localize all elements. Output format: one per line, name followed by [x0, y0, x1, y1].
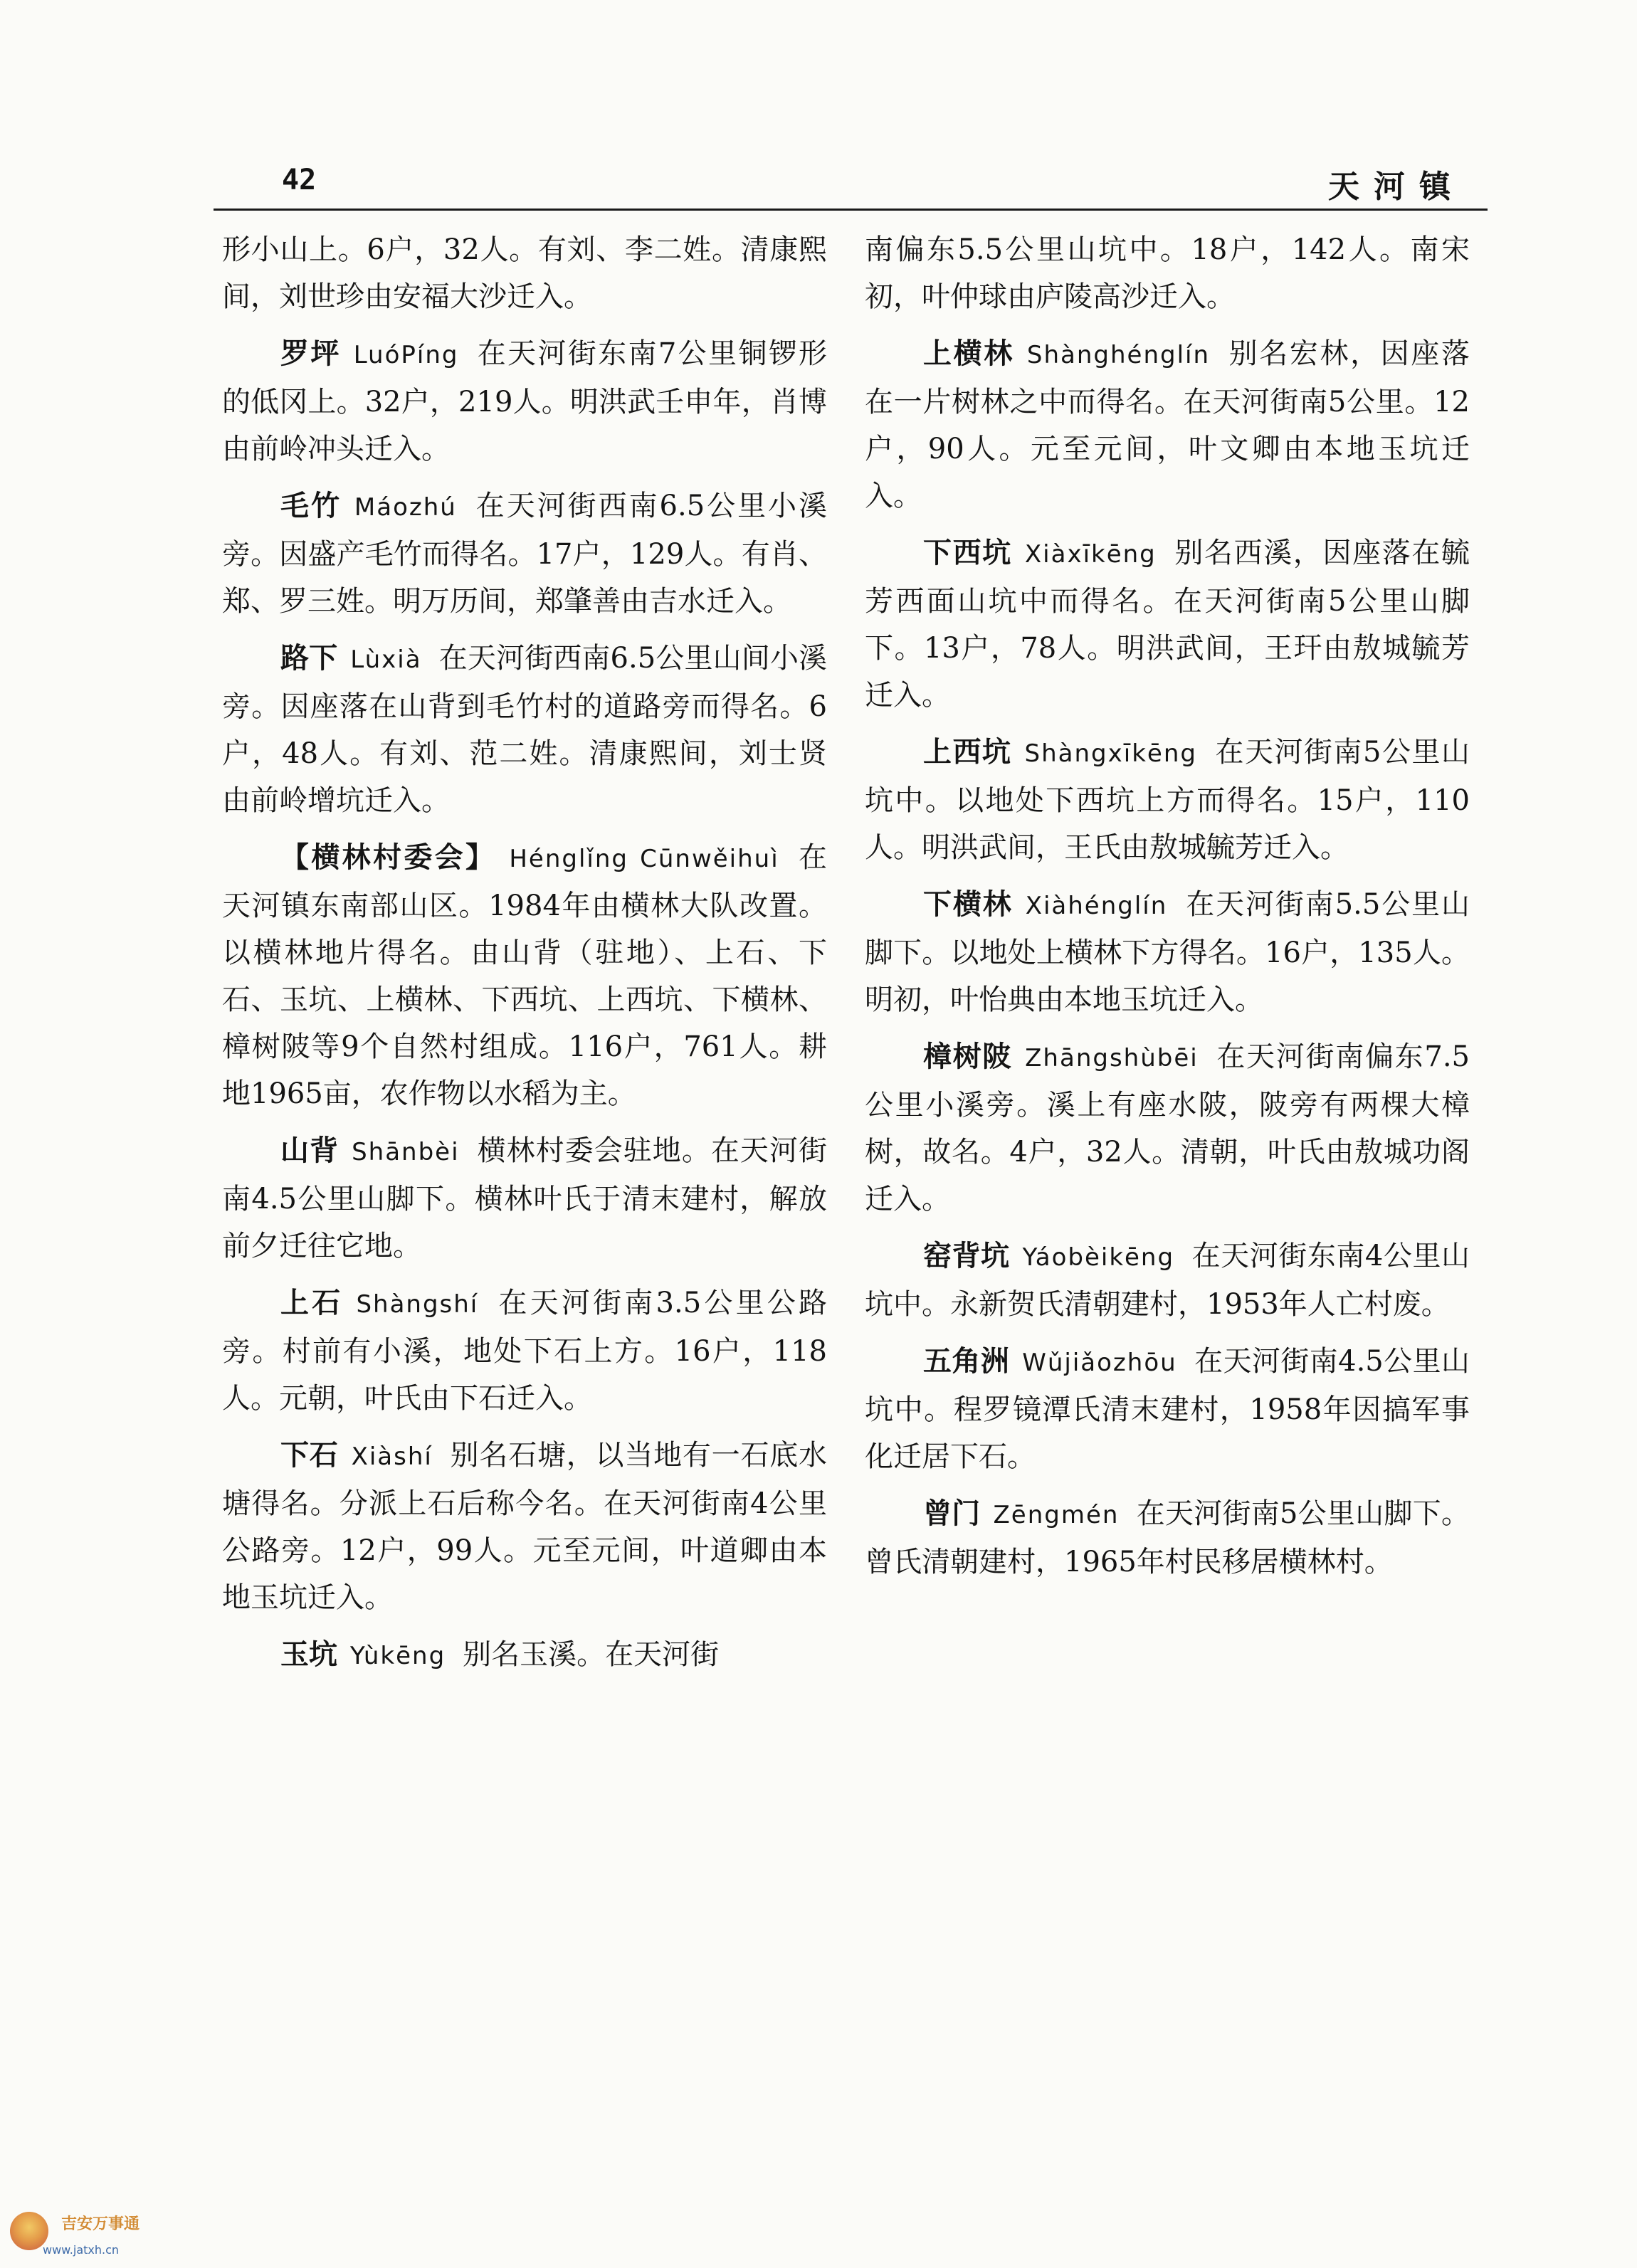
- gazetteer-entry: [222, 1127, 827, 1270]
- gazetteer-entry: [222, 834, 827, 1117]
- gazetteer-entry: [222, 482, 827, 625]
- place-name: 毛竹: [280, 490, 342, 522]
- gazetteer-entry: [865, 226, 1470, 320]
- gazetteer-entry: [865, 881, 1470, 1023]
- place-name: 下西坑: [923, 537, 1012, 569]
- gazetteer-entry: [865, 1233, 1470, 1328]
- entry-text: 别名西溪，因座落在毓芳西面山坑中而得名。在天河街南5公里山脚下。13户，78人。明洪武间，王玕由敖城毓芳迁入。: [865, 537, 1470, 712]
- gazetteer-entry: [865, 729, 1470, 871]
- place-name: 上石: [280, 1287, 344, 1319]
- entry-text: 在天河街东南7公里铜锣形的低冈上。32户，219人。明洪武壬申年，肖博由前岭冲头迁入。: [222, 337, 828, 465]
- entry-text: 在天河街南5公里山坑中。以地处下西坑上方而得名。15户，110人。明洪武间，王氏由敖城毓芳迁入。: [865, 736, 1470, 864]
- place-name: 曾门: [923, 1497, 981, 1530]
- place-pinyin: Shānbèi: [352, 1138, 460, 1166]
- place-pinyin: Xiàshí: [351, 1442, 433, 1471]
- entry-text: 形小山上。6户，32人。有刘、李二姓。清康熙间，刘世珍由安福大沙迁入。: [222, 233, 827, 313]
- gazetteer-entry: [222, 226, 827, 320]
- page-header: [214, 158, 1488, 208]
- gazetteer-entry: [865, 529, 1470, 719]
- entry-text: 南偏东5.5公里山坑中。18户，142人。南宋初，叶仲球由庐陵高沙迁入。: [865, 233, 1470, 313]
- watermark-site-name: 吉安万事通: [61, 2215, 140, 2233]
- entry-text: 在天河街西南6.5公里山间小溪旁。因座落在山背到毛竹村的道路旁而得名。6户，48人。有刘、范二姓。清康熙间，刘士贤由前岭增坑迁入。: [222, 642, 827, 817]
- gazetteer-entry: [222, 1280, 827, 1422]
- place-name: 上西坑: [923, 736, 1012, 769]
- gazetteer-entry: [222, 1631, 827, 1679]
- place-pinyin: Shàngxīkēng: [1024, 739, 1197, 768]
- running-title: 天河镇: [1328, 169, 1465, 205]
- entry-text: 在天河街东南4公里山坑中。永新贺氏清朝建村，1953年人亡村废。: [865, 1240, 1470, 1321]
- place-name: 罗坪: [280, 337, 341, 370]
- place-pinyin: Zēngmén: [993, 1501, 1120, 1529]
- entry-text: 在天河街南5.5公里山脚下。以地处上横林下方得名。16户，135人。明初，叶怡典由本地玉坑迁入。: [865, 888, 1470, 1016]
- entry-text: 别名宏林，因座落在一片树林之中而得名。在天河街南5公里。12户，90人。元至元间，叶文卿由本地玉坑迁入。: [865, 337, 1470, 512]
- place-pinyin: Xiàhénglín: [1025, 892, 1168, 920]
- entry-text: 在天河街南偏东7.5公里小溪旁。溪上有座水陂，陂旁有两棵大樟树，故名。4户，32人。清朝，叶氏由敖城功阁迁入。: [865, 1040, 1470, 1215]
- place-name: 下石: [280, 1439, 339, 1472]
- place-name: 路下: [280, 642, 338, 675]
- watermark-url: www.jatxh.cn: [43, 2243, 120, 2257]
- place-pinyin: Shànghénglín: [1026, 341, 1211, 369]
- gazetteer-entry: [222, 330, 827, 473]
- right-column: [865, 226, 1470, 1595]
- entry-text: 在天河街南3.5公里公路旁。村前有小溪，地处下石上方。16户，118人。元朝，叶氏由下石迁入。: [222, 1287, 827, 1415]
- header-rule: [214, 209, 1488, 211]
- gazetteer-entry: [865, 1338, 1470, 1480]
- place-name: 上横林: [923, 337, 1014, 370]
- place-pinyin: Yùkēng: [350, 1642, 446, 1670]
- gazetteer-entry: [222, 635, 827, 824]
- place-name: 山背: [280, 1134, 339, 1167]
- entry-text: 别名玉溪。在天河街: [463, 1638, 720, 1671]
- place-name: 下横林: [923, 888, 1013, 921]
- place-pinyin: Wǔjiǎozhōu: [1022, 1349, 1177, 1377]
- left-column: [222, 226, 827, 1689]
- place-pinyin: Xiàxīkēng: [1024, 540, 1157, 569]
- place-name: 窑背坑: [923, 1240, 1010, 1272]
- place-pinyin: Lùxià: [350, 645, 422, 674]
- entry-text: 在天河街南5公里山脚下。曾氏清朝建村，1965年村民移居横林村。: [865, 1497, 1470, 1578]
- gazetteer-entry: [865, 330, 1470, 519]
- place-name: 五角洲: [923, 1345, 1010, 1378]
- entry-text: 在天河街南4.5公里山坑中。程罗镜潭氏清末建村，1958年因搞军事化迁居下石。: [865, 1345, 1470, 1473]
- entry-text: 在天河街西南6.5公里小溪旁。因盛产毛竹而得名。17户，129人。有肖、郑、罗三姓。明万历间，郑肇善由吉水迁入。: [222, 490, 827, 618]
- entry-text: 在天河镇东南部山区。1984年由横林大队改置。以横林地片得名。由山背（驻地）、上石、下石、玉坑、上横林、下西坑、上西坑、下横林、樟树陂等9个自然村组成。116户，761人。耕地1965亩，农作物以水稻为主。: [222, 841, 828, 1110]
- place-pinyin: Zhāngshùbēi: [1025, 1044, 1199, 1072]
- place-pinyin: Shàngshí: [356, 1290, 479, 1319]
- place-pinyin: Hénglǐng Cūnwěihuì: [509, 845, 779, 873]
- site-watermark: [0, 2199, 171, 2268]
- entry-text: 别名石塘，以当地有一石底水塘得名。分派上石后称今名。在天河街南4公里公路旁。12户，99人。元至元间，叶道卿由本地玉坑迁入。: [222, 1439, 828, 1614]
- entry-text: 横林村委会驻地。在天河街南4.5公里山脚下。横林叶氏于清末建村，解放前夕迁往它地。: [222, 1134, 828, 1262]
- place-name: 【横林村委会】: [280, 841, 497, 874]
- place-name: 玉坑: [280, 1638, 337, 1671]
- place-pinyin: Máozhú: [354, 493, 457, 522]
- page-number: 42: [282, 164, 317, 196]
- gazetteer-entry: [865, 1490, 1470, 1586]
- place-pinyin: Yáobèikēng: [1022, 1243, 1175, 1272]
- gazetteer-entry: [865, 1033, 1470, 1223]
- gazetteer-entry: [222, 1432, 827, 1621]
- place-name: 樟树陂: [923, 1040, 1013, 1073]
- place-pinyin: LuóPíng: [353, 341, 459, 369]
